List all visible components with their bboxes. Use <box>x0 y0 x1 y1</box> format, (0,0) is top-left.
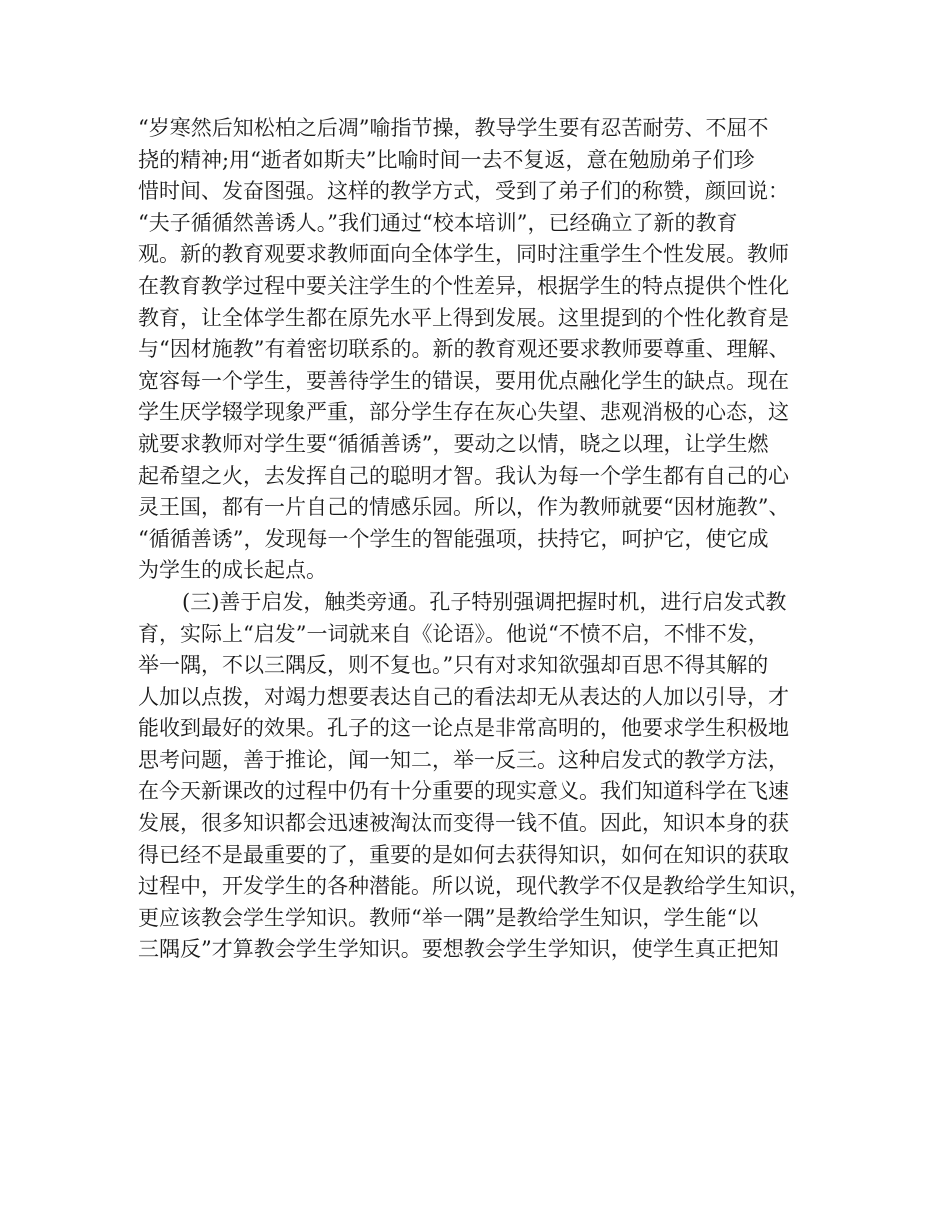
text-line: “循循善诱”，发现每一个学生的智能强项，扶持它，呵护它，使它成 <box>138 526 769 551</box>
text-line: 学生厌学辍学现象严重，部分学生存在灰心失望、悲观消极的心态，这 <box>138 400 789 425</box>
text-line: 思考问题，善于推论，闻一知二，举一反三。这种启发式的教学方法， <box>138 747 789 772</box>
text-line: 在教育教学过程中要关注学生的个性差异，根据学生的特点提供个性化 <box>138 273 789 298</box>
text-line: 发展，很多知识都会迅速被淘汰而变得一钱不值。因此，知识本身的获 <box>138 811 789 836</box>
text-line: 育，实际上“启发”一词就来自《论语》。他说“不愤不启，不悱不发， <box>138 621 769 646</box>
text-line: 惜时间、发奋图强。这样的教学方式，受到了弟子们的称赞，颜回说： <box>138 179 789 204</box>
text-line: 三隅反”才算教会学生学知识。要想教会学生学知识，使学生真正把知 <box>138 937 779 962</box>
text-line: 举一隅，不以三隅反，则不复也。”只有对求知欲强却百思不得其解的 <box>138 653 769 678</box>
text-line: 观。新的教育观要求教师面向全体学生，同时注重学生个性发展。教师 <box>138 242 789 267</box>
text-line: 灵王国，都有一片自己的情感乐园。所以，作为教师就要“因材施教”、 <box>138 495 790 520</box>
text-line: 就要求教师对学生要“循循善诱”，要动之以情，晓之以理，让学生燃 <box>138 431 769 456</box>
text-line: 在今天新课改的过程中仍有十分重要的现实意义。我们知道科学在飞速 <box>138 779 789 804</box>
text-line: 更应该教会学生学知识。教师“举一隅”是教给学生知识，学生能“以 <box>138 905 759 930</box>
paragraph <box>138 587 828 966</box>
text-line: 挠的精神;用“逝者如斯夫”比喻时间一去不复返，意在勉励弟子们珍 <box>138 147 755 172</box>
text-line: 能收到最好的效果。孔子的这一论点是非常高明的，他要求学生积极地 <box>138 716 789 741</box>
text-line: “岁寒然后知松柏之后凋”喻指节操，教导学生要有忍苦耐劳、不屈不 <box>138 116 769 140</box>
text-line: 得已经不是最重要的了，重要的是如何去获得知识，如何在知识的获取 <box>138 842 789 867</box>
text-line: 为学生的成长起点。 <box>138 558 327 583</box>
text-line: 过程中，开发学生的各种潜能。所以说，现代教学不仅是教给学生知识， <box>138 874 810 899</box>
text-line: 人加以点拨，对竭力想要表达自己的看法却无从表达的人加以引导，才 <box>138 684 789 709</box>
text-line: 教育，让全体学生都在原先水平上得到发展。这里提到的个性化教育是 <box>138 305 789 330</box>
text-line: 宽容每一个学生，要善待学生的错误，要用优点融化学生的缺点。现在 <box>138 368 789 393</box>
text-line: (三)善于启发，触类旁通。孔子特别强调把握时机，进行启发式教 <box>182 589 787 614</box>
body-text <box>138 113 828 966</box>
text-line: 起希望之火，去发挥自己的聪明才智。我认为每一个学生都有自己的心 <box>138 463 789 488</box>
text-line: 与“因材施教”有着密切联系的。新的教育观还要求教师要尊重、理解、 <box>138 337 790 362</box>
text-line: “夫子循循然善诱人。”我们通过“校本培训”，已经确立了新的教育 <box>138 210 738 235</box>
paragraph <box>138 113 828 587</box>
